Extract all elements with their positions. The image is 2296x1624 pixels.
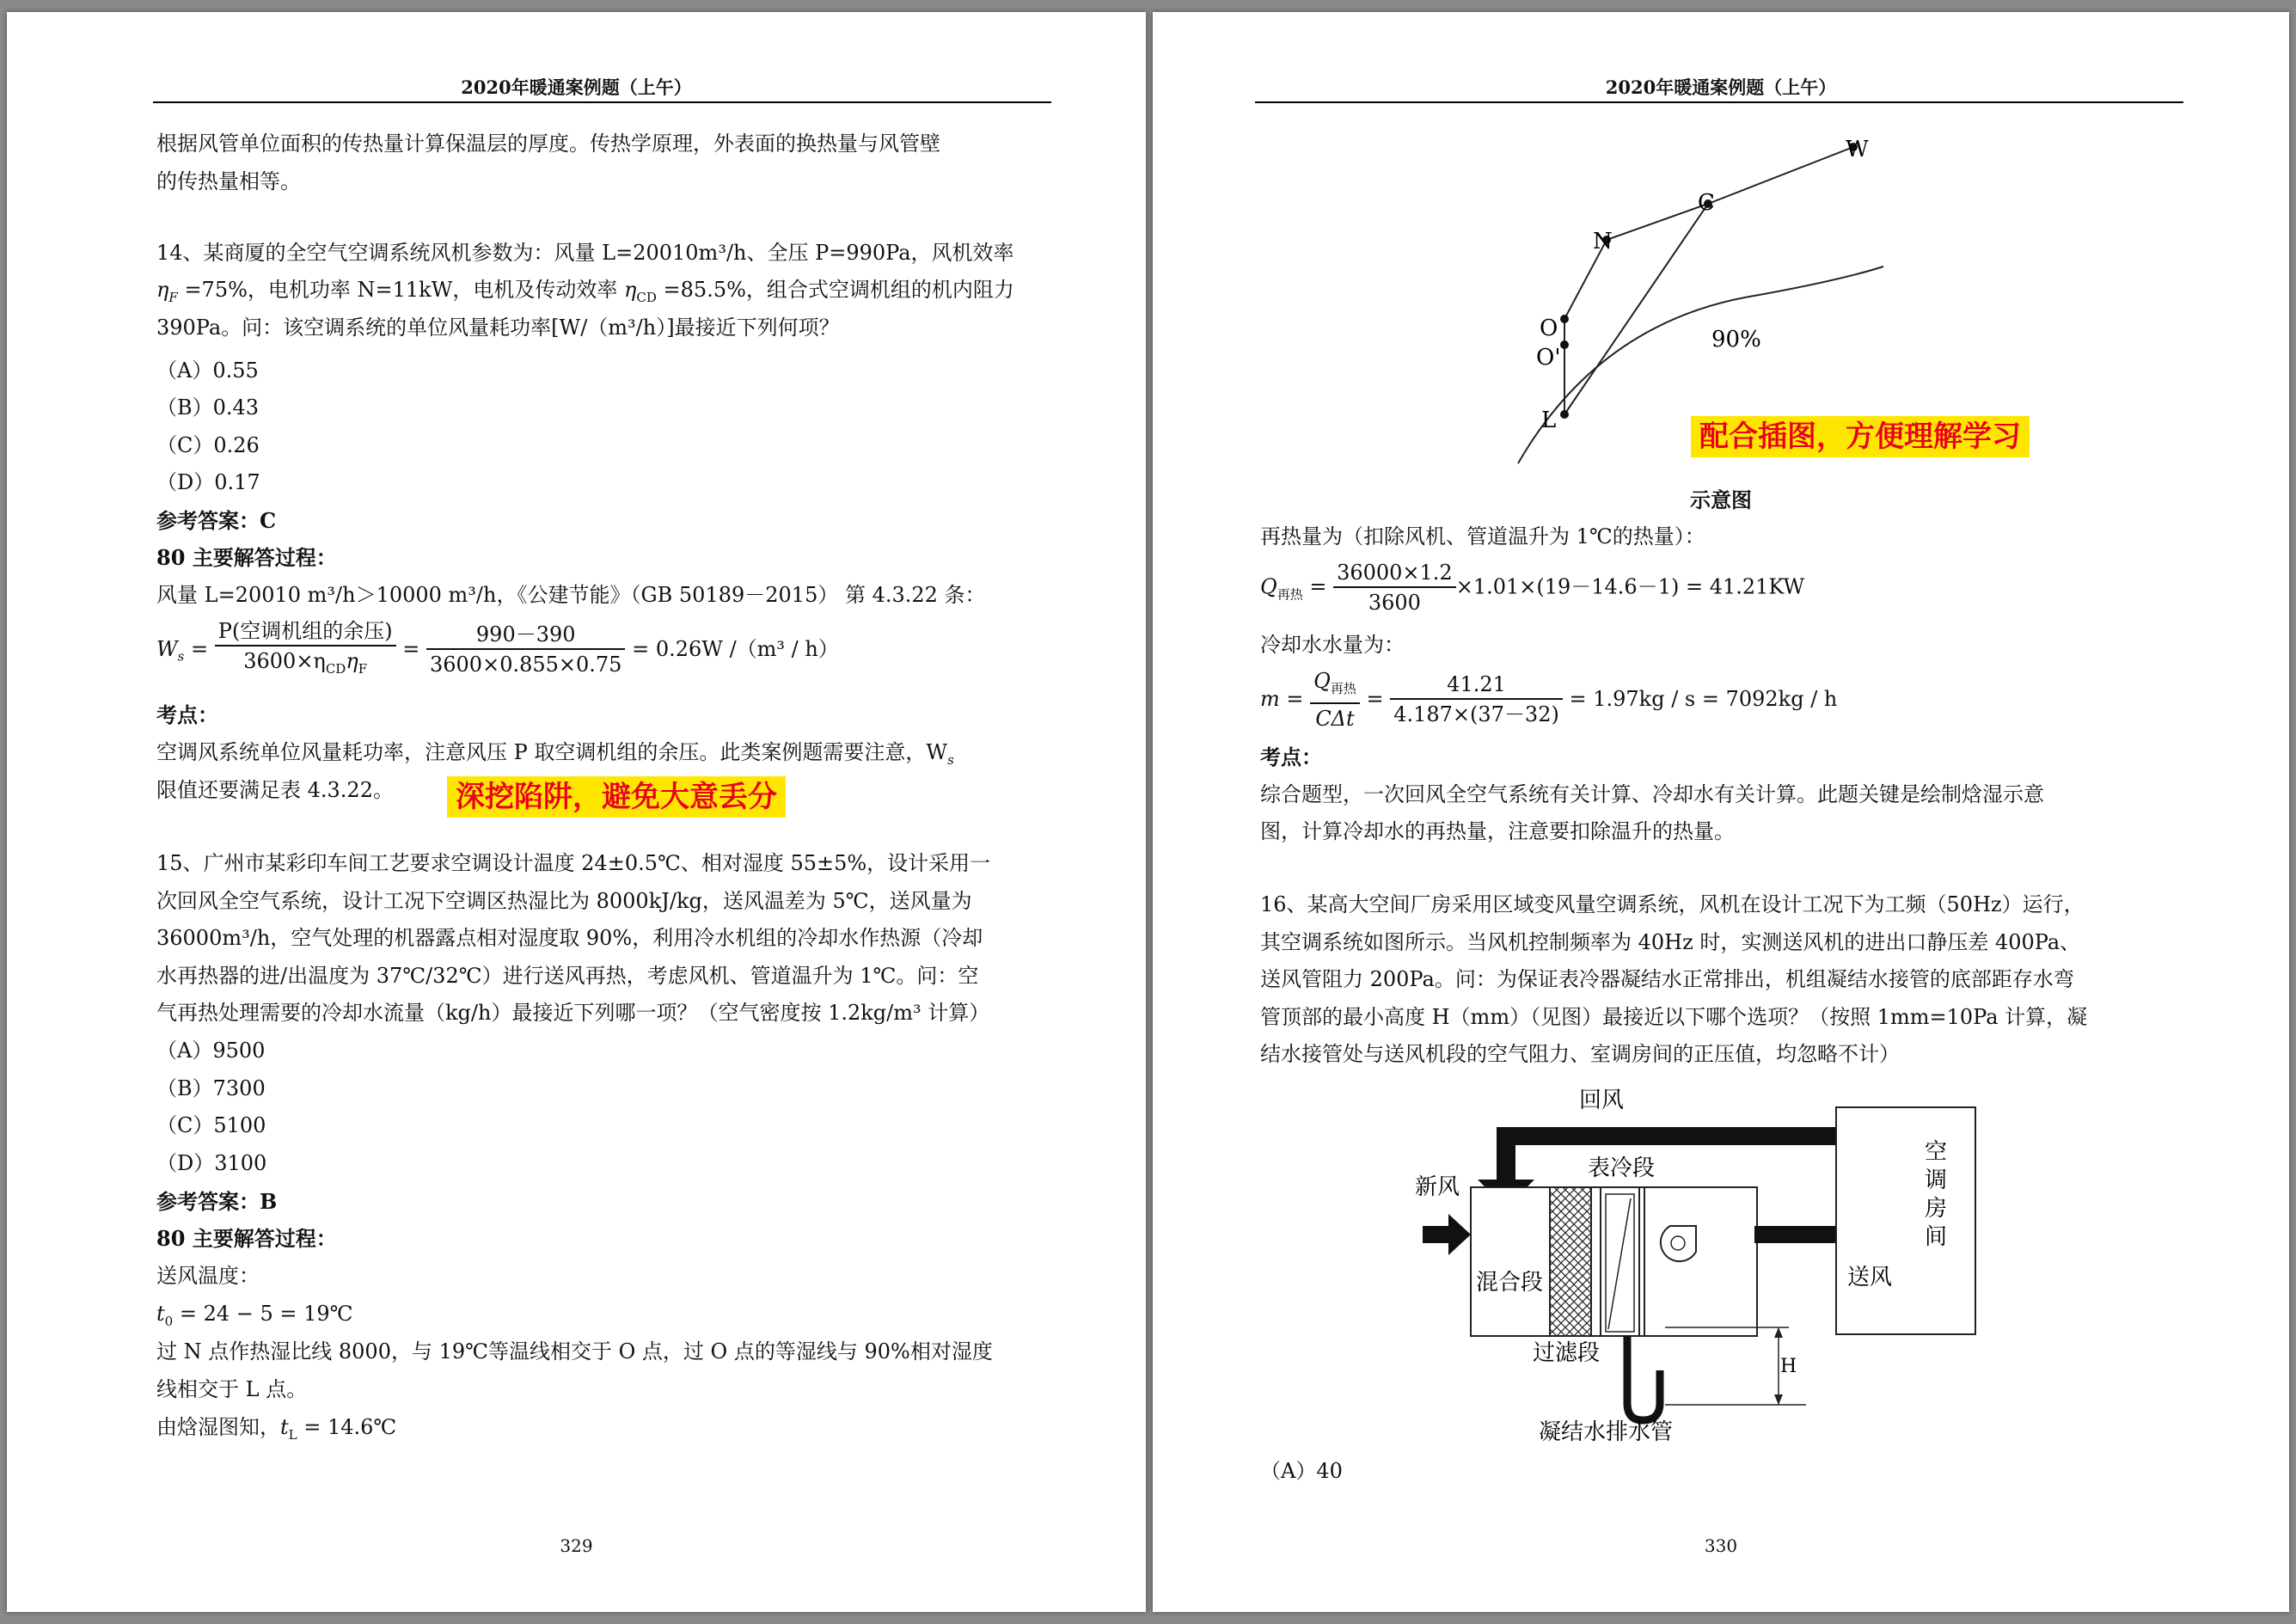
- q14-process-line: 风量 L=20010 m³/h＞10000 m³/h，《公建节能》（GB 50189－2015） 第 4.3.22 条：: [156, 583, 986, 607]
- m-result: = 1.97kg / s = 7092kg / h: [1569, 686, 1838, 711]
- label-room-2: 调: [1925, 1167, 1948, 1193]
- label-o: O: [1540, 316, 1558, 341]
- eta-symbol: η: [156, 278, 169, 302]
- point-l: [1560, 410, 1569, 419]
- page-number: 329: [560, 1535, 593, 1556]
- eta-symbol-2: η: [624, 278, 637, 302]
- q15-option-c: （C）5100: [156, 1113, 266, 1137]
- q14-process-title: 80 主要解答过程：: [156, 545, 337, 570]
- eq-den-eta: η: [346, 649, 358, 673]
- label-cooling-coil: 表冷段: [1588, 1155, 1656, 1181]
- q15-explain-line-1: 过 N 点作热湿比线 8000，与 19℃等温线相交于 O 点，过 O 点的等湿线与 90%相对湿度: [156, 1339, 993, 1364]
- cool-water-label: 冷却水水量为：: [1260, 633, 1405, 657]
- page-header: 2020年暖通案例题（上午）: [1605, 77, 1837, 98]
- m-fraction-2: [1390, 671, 1563, 729]
- reheat-fraction: [1333, 559, 1456, 617]
- q15-option-d: （D）3100: [156, 1151, 267, 1175]
- q16-line-1: 16、某高大空间厂房采用区域变风量空调系统，风机在设计工况下为工频（50Hz）运行，: [1260, 892, 2085, 916]
- q15-explain-line-2: 线相交于 L 点。: [156, 1377, 308, 1401]
- cool-water-equation: m = $\frac{Q_{再热}}{\text{CΔt}}$ = $\frac{41.21}{4.187\times(37-32)}$ = 1.97kg / s = 7092kg / h: [1260, 667, 1837, 733]
- q16-line-3: 送风管阻力 200Pa。问：为保证表冷器凝结水正常排出，机组凝结水接管的底部距存水弯: [1260, 967, 2074, 991]
- q-sub: 再热: [1277, 586, 1303, 603]
- q14-line-3: 390Pa。问：该空调系统的单位风量耗功率[W/（m³/h）]最接近下列何项？: [156, 316, 840, 340]
- q15-answer: 参考答案：B: [156, 1189, 278, 1214]
- q15-last-line: [156, 1409, 396, 1454]
- q14-equation: $W_s$ = $\frac{\text{P(空调机组的余压)}}{3600\times\eta_{CD}\eta_F}$ = $\frac{990-390}{3600\times 0.855\times 0.75}$ = 0.26W /（m³ / h）: [156, 617, 839, 683]
- header-rule: [153, 101, 1051, 103]
- condensate-drain-trap: [1627, 1336, 1660, 1420]
- m-cdt: CΔt: [1315, 706, 1355, 731]
- reheat-label: 再热量为（扣除风机、管道温升为 1℃的热量）：: [1260, 524, 1705, 548]
- eq-fraction-2-numerator: 990－390: [426, 621, 625, 650]
- mixing-line-l-c: [1564, 204, 1708, 414]
- filter-section: [1550, 1187, 1591, 1336]
- q14-line-1: 14、某商厦的全空气空调系统风机参数为：风量 L=20010m³/h、全压 P=990Pa，风机效率: [156, 241, 1014, 265]
- last-line-text: 由焓湿图知，: [156, 1415, 280, 1439]
- eta-sub-cd: CD: [636, 289, 657, 305]
- label-drain: 凝结水排水管: [1539, 1419, 1674, 1445]
- tl-value: = 14.6℃: [297, 1415, 397, 1439]
- label-h: H: [1780, 1356, 1797, 1377]
- intro-line-1: 根据风管单位面积的传热量计算保温层的厚度。传热学原理，外表面的换热量与风管壁: [156, 132, 940, 156]
- label-return-air: 回风: [1579, 1088, 1625, 1113]
- kaodian-title: 考点：: [1260, 745, 1322, 769]
- q-symbol: Q: [1260, 574, 1277, 599]
- label-filter: 过滤段: [1533, 1340, 1601, 1366]
- h-dim-arrow-up: [1774, 1327, 1783, 1338]
- label-o-prime: O': [1536, 345, 1561, 371]
- eq-den-sub: CD: [325, 660, 346, 677]
- t0-sub: 0: [164, 1313, 174, 1329]
- q14-kaodian-title: 考点：: [156, 702, 218, 727]
- m-q: Q: [1313, 669, 1331, 693]
- h-dim-arrow-down: [1774, 1394, 1783, 1405]
- kaodian-line-1: 综合题型，一次回风全空气系统有关计算、冷却水有关计算。此题关键是绘制焓湿示意: [1260, 782, 2044, 806]
- page-header: 2020年暖通案例题（上午）: [461, 77, 692, 98]
- eq-ws-sub: s: [177, 648, 185, 665]
- q15-line-3: 36000m³/h，空气处理的机器露点相对湿度取 90%，利用冷水机组的冷却水作热源（冷却: [156, 926, 983, 950]
- kaodian-sub: s: [947, 751, 954, 768]
- q15-option-b: （B）7300: [156, 1076, 266, 1100]
- label-c: C: [1698, 190, 1715, 216]
- eq-den-a: 3600×η: [243, 649, 326, 673]
- q15-line-5: 气再热处理需要的冷却水流量（kg/h）最接近下列哪一项？（空气密度按 1.2kg/m³ 计算）: [156, 1001, 990, 1025]
- label-mixing: 混合段: [1476, 1270, 1544, 1296]
- q14-line-2-text-b: =85.5%，组合式空调机组的机内阻力: [656, 278, 1014, 302]
- kaodian-line-2: 图，计算冷却水的再热量，注意要扣除温升的热量。: [1260, 819, 1735, 843]
- figure-caption: 示意图: [1690, 487, 1752, 512]
- q16-line-5: 结水接管处与送风机段的空气阻力、室调房间的正压值，均忽略不计）: [1260, 1042, 1900, 1066]
- document-page-right: [1153, 12, 2289, 1612]
- eta-sub-f: F: [168, 289, 178, 305]
- label-supply-air: 送风: [1847, 1265, 1893, 1290]
- label-l: L: [1541, 408, 1557, 433]
- intro-line-2: 的传热量相等。: [156, 169, 301, 193]
- m-fraction-2-denominator: 4.187×(37－32): [1393, 702, 1559, 727]
- point-o-prime: [1560, 340, 1569, 349]
- q14-option-b: （B）0.43: [156, 395, 260, 420]
- label-n: N: [1593, 229, 1613, 254]
- highlight-banner-trap: 深挖陷阱，避免大意丢分: [447, 776, 786, 818]
- q14-option-d: （D）0.17: [156, 470, 260, 494]
- m-fraction-2-numerator: 41.21: [1390, 671, 1563, 700]
- kaodian-text: 空调风系统单位风量耗功率，注意风压 P 取空调机组的余压。此类案例题需要注意，W: [156, 740, 948, 764]
- q14-answer: 参考答案：C: [156, 508, 277, 533]
- reheat-rest: ×1.01×(19－14.6－1) = 41.21KW: [1455, 574, 1805, 599]
- eq-den-sub2: F: [358, 660, 368, 677]
- label-w: W: [1846, 137, 1869, 162]
- label-fresh-air: 新风: [1415, 1174, 1460, 1200]
- label-room-1: 空: [1925, 1139, 1948, 1165]
- label-rh-90: 90%: [1711, 327, 1761, 352]
- q14-kaodian-line-2: 限值还要满足表 4.3.22。: [156, 778, 394, 802]
- eq-fraction-1-denominator: [215, 647, 396, 683]
- q14-option-a: （A）0.55: [156, 359, 259, 383]
- fresh-air-arrow: [1423, 1214, 1471, 1255]
- q15-process-title: 80 主要解答过程：: [156, 1226, 337, 1251]
- q16-line-4: 管顶部的最小高度 H（mm）（见图）最接近以下哪个选项？（按照 1mm=10Pa 计算，凝: [1260, 1005, 2088, 1029]
- tl-symbol: t: [280, 1415, 289, 1439]
- q14-line-2-text-a: =75%，电机功率 N=11kW，电机及传动效率: [177, 278, 625, 302]
- m-q-sub: 再热: [1330, 680, 1356, 696]
- ahu-casing: [1471, 1187, 1757, 1336]
- document-page-left: [7, 12, 1146, 1612]
- eq-result: = 0.26W /（m³ / h）: [632, 636, 839, 661]
- q15-line-2: 次回风全空气系统，设计工况下空调区热湿比为 8000kJ/kg，送风温差为 5℃，送风量为: [156, 889, 972, 913]
- point-o: [1560, 315, 1569, 323]
- q15-line-1: 15、广州市某彩印车间工艺要求空调设计温度 24±0.5℃、相对湿度 55±5%，设计采用一: [156, 851, 991, 875]
- t0-symbol: t: [156, 1302, 165, 1326]
- eq-ws: W: [156, 636, 178, 661]
- reheat-denominator: 3600: [1368, 591, 1421, 615]
- q16-option-a: （A）40: [1260, 1459, 1343, 1483]
- m-symbol: m =: [1260, 686, 1304, 711]
- label-room-4: 间: [1925, 1224, 1948, 1250]
- t0-rhs: = 24 − 5 = 19℃: [173, 1302, 353, 1326]
- eq-fraction-1: [215, 617, 396, 683]
- q15-line-4: 水再热器的进/出温度为 37℃/32℃）进行送风再热，考虑风机、管道温升为 1℃。问：空: [156, 964, 979, 988]
- m-fraction-1: [1310, 667, 1360, 733]
- process-line-l-o-n-c-w: [1564, 147, 1853, 414]
- q15-supply-temp-label: 送风温度：: [156, 1264, 260, 1288]
- m-fraction-1-numerator: [1310, 667, 1360, 704]
- highlight-banner-figure: 配合插图，方便理解学习: [1691, 416, 2030, 457]
- q15-option-a: （A）9500: [156, 1039, 266, 1063]
- q16-line-2: 其空调系统如图所示。当风机控制频率为 40Hz 时，实测送风机的进出口静压差 400Pa、: [1260, 930, 2081, 954]
- label-room-3: 房: [1925, 1196, 1948, 1222]
- eq-fraction-2: [426, 621, 625, 679]
- q14-option-c: （C）0.26: [156, 433, 260, 457]
- eq-fraction-2-denominator: 3600×0.855×0.75: [430, 653, 622, 677]
- ahu-diagram: [1153, 1078, 2289, 1456]
- tl-sub: L: [288, 1426, 297, 1443]
- conditioned-room: [1836, 1107, 1975, 1334]
- eq-fraction-1-numerator: P(空调机组的余压): [215, 617, 396, 647]
- m-fraction-1-denominator: [1310, 704, 1360, 733]
- reheat-numerator: 36000×1.2: [1333, 559, 1456, 588]
- page-number: 330: [1704, 1535, 1738, 1556]
- reheat-equation: $Q_{再热}$ = $\frac{36000\times 1.2}{3600}$ ×1.01×(19－14.6－1) = 41.21KW: [1260, 559, 1804, 617]
